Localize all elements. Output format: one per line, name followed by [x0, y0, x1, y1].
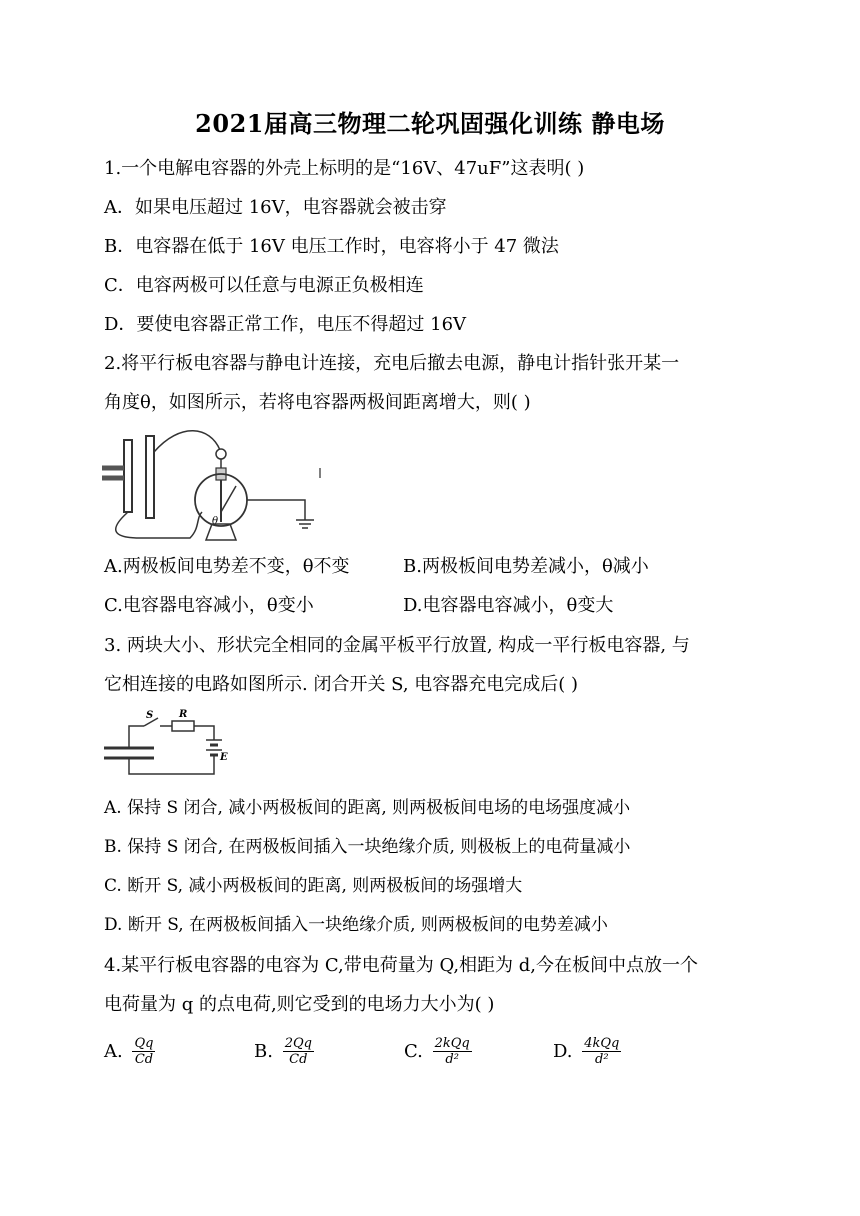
q2-option-b: B.两极板间电势差减小，θ减小 [403, 556, 649, 577]
q2-stem-line1: 2.将平行板电容器与静电计连接，充电后撤去电源，静电计指针张开某一 [104, 353, 680, 374]
q4-option-d [553, 1036, 621, 1067]
fraction-numerator: Qq [134, 1036, 154, 1051]
q4-option-d-label: D. [553, 1041, 573, 1062]
q4-option-a-fraction [132, 1036, 155, 1067]
q3-option-c: C. 断开 S, 减小两极板间的距离, 则两极板间的场强增大 [104, 876, 523, 896]
q2-option-d: D.电容器电容减小，θ变大 [403, 595, 614, 616]
electroscope-figure [100, 428, 324, 544]
q1-stem: 1.一个电解电容器的外壳上标明的是“16V、47uF”这表明( ) [104, 158, 585, 179]
fraction-numerator: 4kQq [584, 1036, 620, 1051]
q4-option-b-fraction [283, 1036, 314, 1067]
q2-option-a: A.两极板间电势差不变，θ不变 [104, 556, 350, 577]
q3-option-a: A. 保持 S 闭合, 减小两极板间的距离, 则两极板间电场的电场强度减小 [104, 798, 631, 818]
q4-option-c-label: C. [404, 1041, 423, 1062]
fraction-denominator: Cd [134, 1052, 154, 1067]
switch-label: S [146, 710, 154, 721]
resistor-label: R [179, 709, 188, 720]
q1-option-b: B．电容器在低于 16V 电压工作时，电容将小于 47 微法 [104, 236, 559, 257]
fraction-denominator: Cd [289, 1052, 308, 1067]
q4-option-b-label: B. [254, 1041, 273, 1062]
q4-option-a [104, 1036, 155, 1067]
q1-option-d: D．要使电容器正常工作，电压不得超过 16V [104, 314, 467, 335]
q2-stem-line2: 角度θ，如图所示，若将电容器两极间距离增大，则( ) [104, 392, 531, 413]
q4-option-c [404, 1036, 472, 1067]
fraction-numerator: 2kQq [434, 1036, 470, 1051]
q4-option-b [254, 1036, 314, 1067]
q4-option-c-fraction [433, 1036, 472, 1067]
theta-label: θ [212, 516, 219, 527]
battery-label: E [220, 752, 228, 763]
fraction-numerator: 2Qq [284, 1036, 312, 1051]
q3-option-b: B. 保持 S 闭合, 在两极板间插入一块绝缘介质, 则极板上的电荷量减小 [104, 837, 631, 857]
q4-option-a-label: A. [104, 1041, 123, 1062]
q1-option-a: A．如果电压超过 16V，电容器就会被击穿 [104, 197, 447, 218]
q3-option-d: D. 断开 S, 在两极板间插入一块绝缘介质, 则两极板间的电势差减小 [104, 915, 608, 935]
page-title: 2021届高三物理二轮巩固强化训练 静电场 [195, 109, 665, 138]
q4-stem-line2: 电荷量为 q 的点电荷,则它受到的电场力大小为( ) [104, 994, 495, 1015]
q2-option-c: C.电容器电容减小，θ变小 [104, 595, 314, 616]
circuit-figure [102, 708, 232, 782]
q4-stem-line1: 4.某平行板电容器的电容为 C,带电荷量为 Q,相距为 d,今在板间中点放一个 [104, 955, 699, 976]
fraction-denominator: d² [595, 1052, 609, 1067]
q3-stem-line2: 它相连接的电路如图所示. 闭合开关 S, 电容器充电完成后( ) [104, 674, 579, 695]
q1-option-c: C．电容两极可以任意与电源正负极相连 [104, 275, 424, 296]
fraction-denominator: d² [445, 1052, 459, 1067]
q3-stem-line1: 3. 两块大小、形状完全相同的金属平板平行放置, 构成一平行板电容器, 与 [104, 635, 690, 656]
q4-option-d-fraction [582, 1036, 621, 1067]
